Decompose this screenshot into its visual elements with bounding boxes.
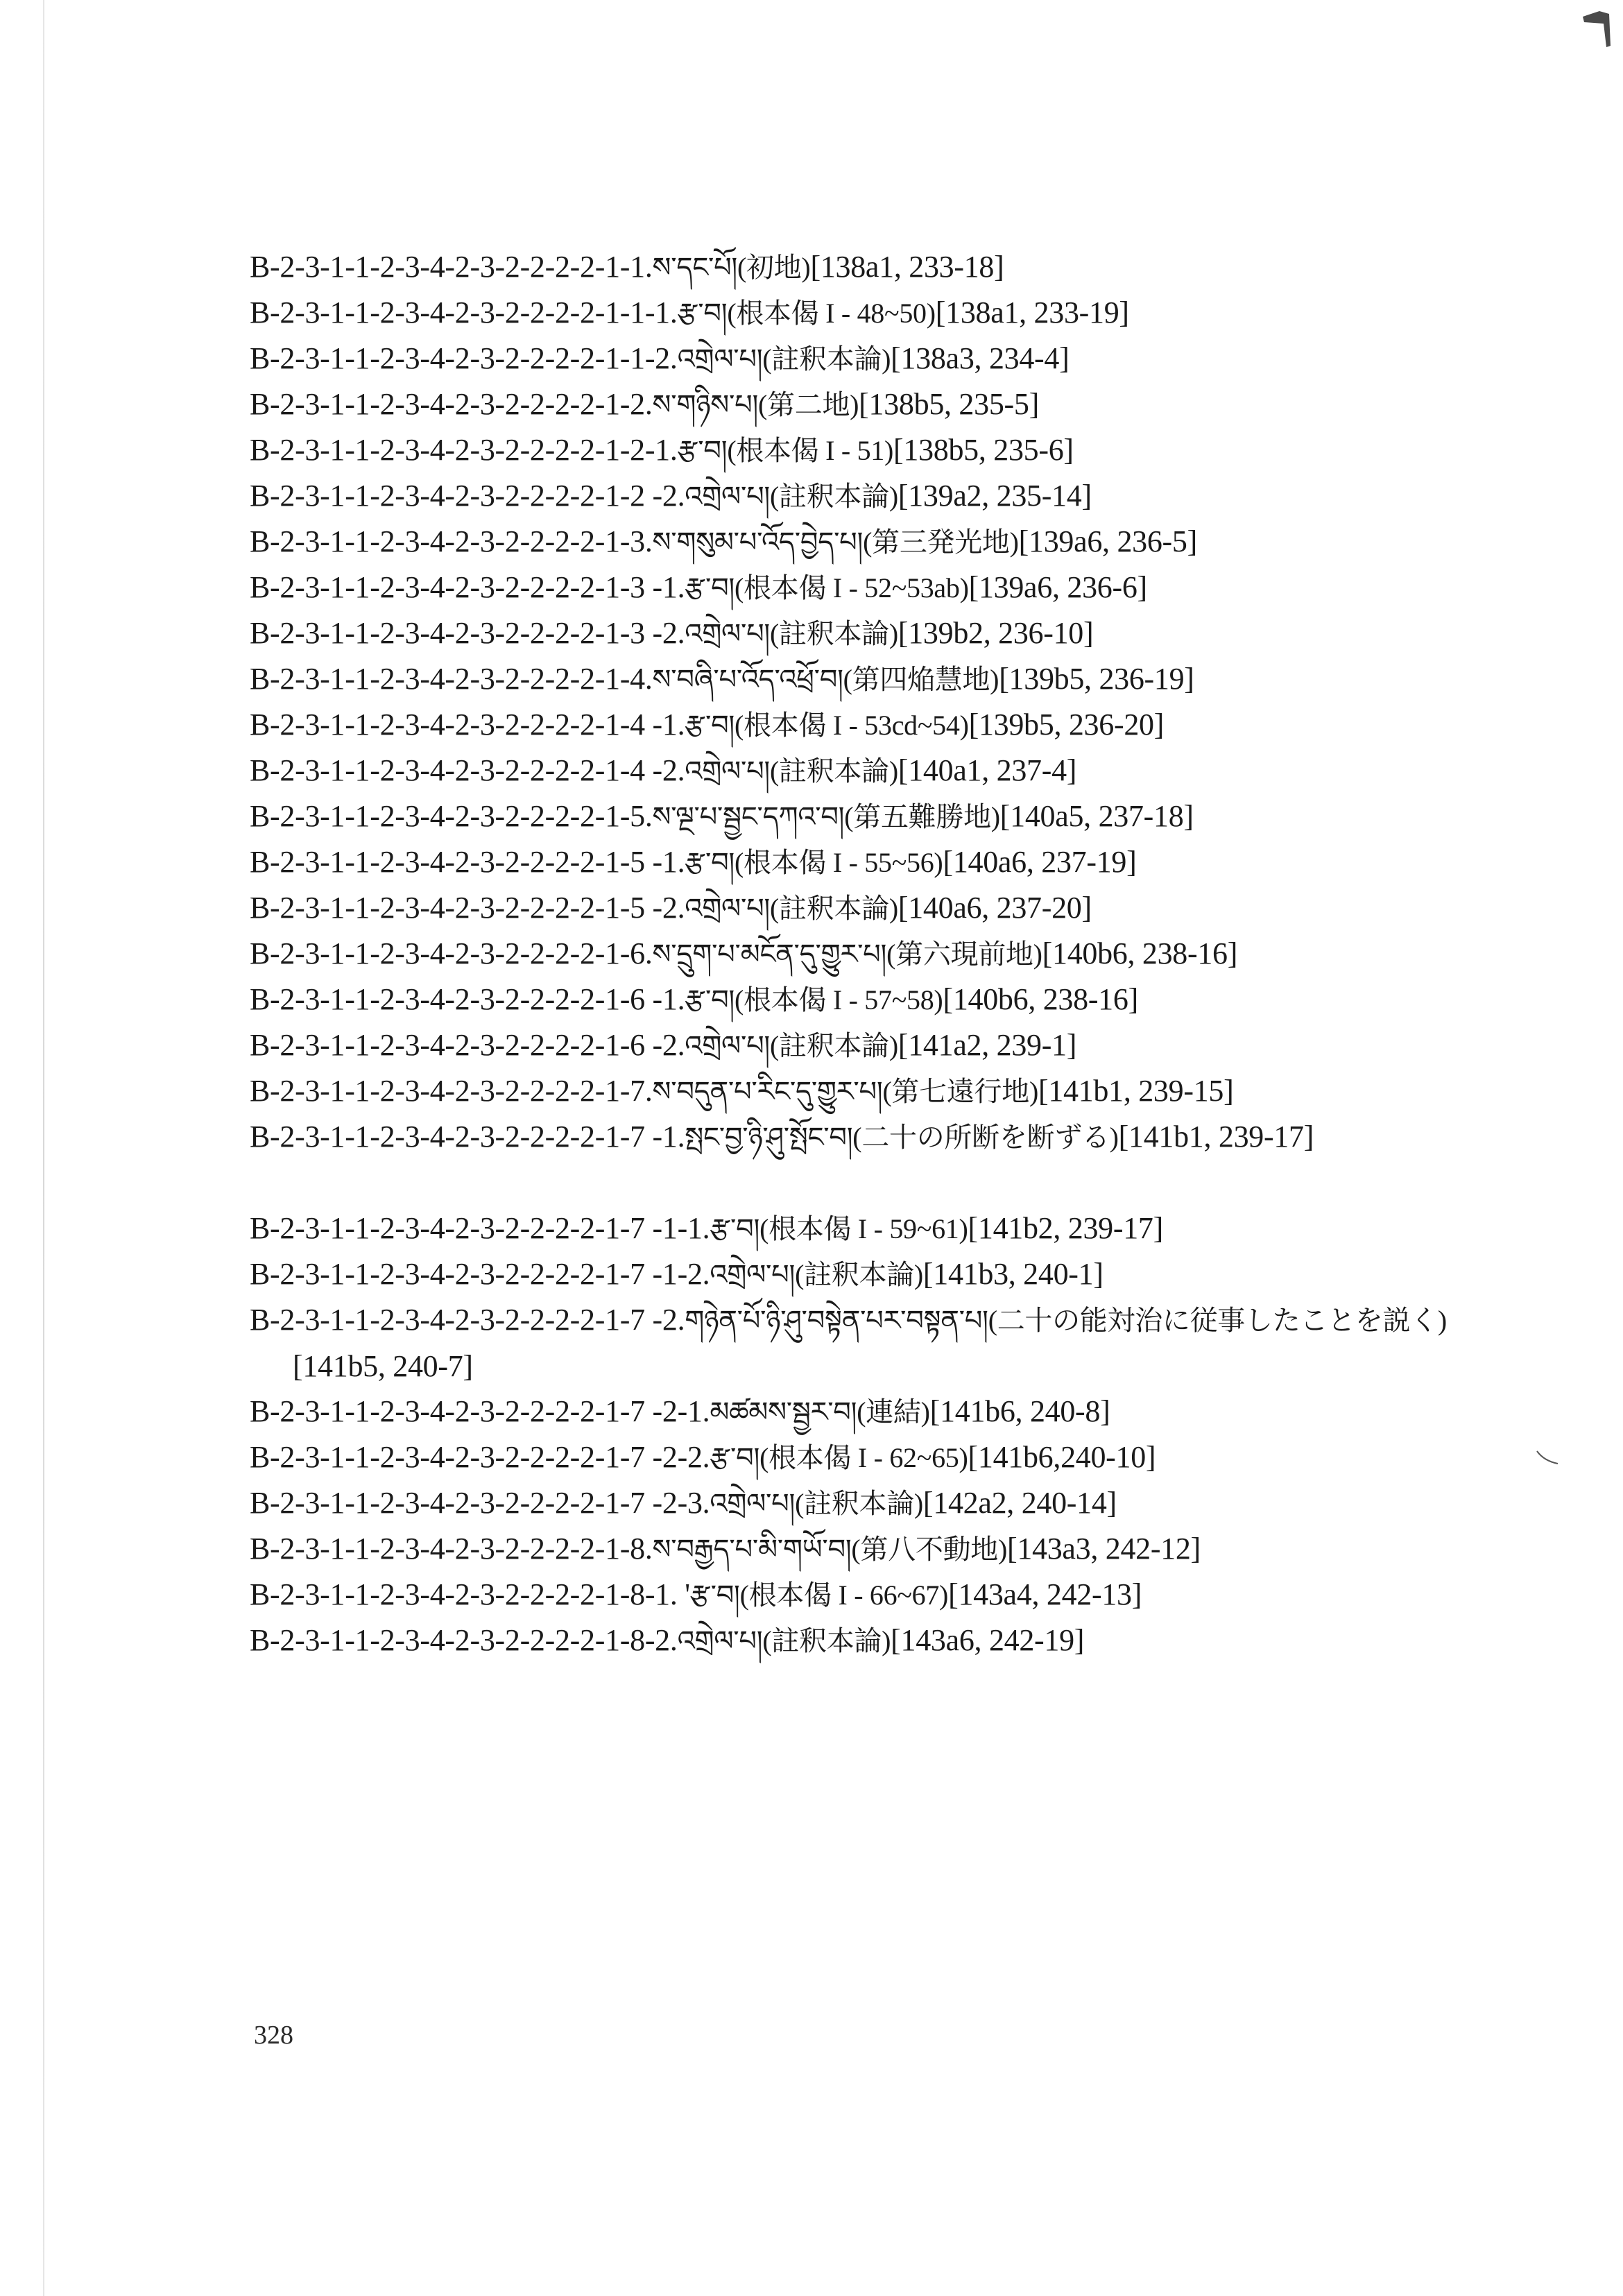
entry-tibetan-title: རྩ་བ། <box>710 1442 760 1474</box>
entry-japanese-gloss: (註釈本論) <box>762 1625 891 1656</box>
entry-japanese-gloss: (根本偈 I - 59~61) <box>759 1213 968 1244</box>
entry-code: B-2-3-1-1-2-3-4-2-3-2-2-2-2-1-8. <box>250 1532 653 1566</box>
entry-code: B-2-3-1-1-2-3-4-2-3-2-2-2-2-1-4 -2. <box>250 753 685 787</box>
entry-japanese-gloss: (根本偈 I - 53cd~54) <box>735 710 969 741</box>
entry-code: B-2-3-1-1-2-3-4-2-3-2-2-2-2-1-3. <box>250 524 653 558</box>
entry-tibetan-title: འགྲེལ་པ། <box>685 755 771 787</box>
entry-folio-reference: [140a5, 237-18] <box>999 799 1194 833</box>
outline-entry <box>250 1022 1470 1068</box>
entry-japanese-gloss: (第五難勝地) <box>844 801 1000 832</box>
entry-code: B-2-3-1-1-2-3-4-2-3-2-2-2-2-1-2 -2. <box>250 479 685 513</box>
entry-code: B-2-3-1-1-2-3-4-2-3-2-2-2-2-1-7 -2-3. <box>250 1486 710 1520</box>
entry-japanese-gloss: (註釈本論) <box>770 618 898 649</box>
entry-folio-reference: [143a4, 242-13] <box>948 1577 1142 1611</box>
entry-code: B-2-3-1-1-2-3-4-2-3-2-2-2-2-1-7 -2. <box>250 1303 685 1337</box>
outline-entry <box>250 1389 1470 1434</box>
entry-japanese-gloss: (第二地) <box>758 389 859 420</box>
entry-folio-reference: [141b1, 239-15] <box>1038 1074 1234 1108</box>
entry-tibetan-title: རྩ་བ། <box>685 572 735 604</box>
entry-tibetan-title: འགྲེལ་པ། <box>677 343 763 375</box>
entry-tibetan-title: རྩ་བ། <box>677 298 728 329</box>
entry-folio-reference: [141b1, 239-17] <box>1118 1120 1314 1154</box>
entry-tibetan-title: ས་ལྔ་པ་སྦྱང་དཀའ་བ། <box>652 801 845 833</box>
entry-folio-reference: [141b6,240-10] <box>968 1440 1156 1474</box>
entry-folio-reference: [143a6, 242-19] <box>891 1623 1085 1657</box>
outline-entry <box>250 1206 1470 1251</box>
entry-folio-reference: [138a3, 234-4] <box>891 341 1070 375</box>
entry-japanese-gloss: (根本偈 I - 66~67) <box>739 1579 949 1611</box>
entry-tibetan-title: རྩ་བ། <box>685 710 735 742</box>
outline-entry <box>250 794 1470 839</box>
outline-entry <box>250 565 1470 610</box>
margin-stroke-mark-icon <box>1536 1450 1559 1466</box>
entry-code: B-2-3-1-1-2-3-4-2-3-2-2-2-2-1-7 -1-1. <box>250 1211 710 1245</box>
entry-japanese-gloss: (註釈本論) <box>795 1259 923 1290</box>
entry-folio-reference: [139a6, 236-5] <box>1018 524 1197 558</box>
entry-code: B-2-3-1-1-2-3-4-2-3-2-2-2-2-1-7. <box>250 1074 653 1108</box>
entry-tibetan-title: ས་བཞི་པ་འོད་འཕྲོ་བ། <box>652 664 843 696</box>
entry-japanese-gloss: (根本偈 I - 52~53ab) <box>735 572 969 603</box>
corner-scan-mark-icon <box>1579 4 1613 53</box>
entry-tibetan-title: རྩ་བ། <box>689 1579 740 1611</box>
entry-folio-reference: [140b6, 238-16] <box>943 982 1138 1016</box>
outline-entry <box>250 1572 1470 1618</box>
entry-code: B-2-3-1-1-2-3-4-2-3-2-2-2-2-1-7 -1. <box>250 1120 685 1154</box>
outline-entry <box>250 1068 1470 1114</box>
entry-tibetan-title: ས་གསུམ་པ་འོད་བྱེད་པ། <box>652 526 864 558</box>
entry-japanese-gloss: (初地) <box>737 252 811 283</box>
entry-folio-reference: [139b5, 236-20] <box>968 708 1165 742</box>
entry-tibetan-title: ས་བདུན་པ་རིང་དུ་གྱུར་པ། <box>652 1076 883 1108</box>
entry-code: B-2-3-1-1-2-3-4-2-3-2-2-2-2-1-7 -2-2. <box>250 1440 710 1474</box>
outline-entry <box>250 1297 1470 1389</box>
entry-folio-reference: [139b2, 236-10] <box>898 616 1094 650</box>
entry-japanese-gloss: (註釈本論) <box>770 755 898 787</box>
entry-japanese-gloss: (連結) <box>857 1396 930 1428</box>
outline-entry <box>250 702 1470 748</box>
entry-japanese-gloss: (註釈本論) <box>770 481 898 512</box>
entry-folio-reference: [139a6, 236-6] <box>968 570 1147 604</box>
entry-code: B-2-3-1-1-2-3-4-2-3-2-2-2-2-1-3 -2. <box>250 616 685 650</box>
outline-entry <box>250 1618 1470 1663</box>
entry-japanese-gloss: (根本偈 I - 55~56) <box>735 847 943 878</box>
outline-entry <box>250 748 1470 794</box>
entry-code: B-2-3-1-1-2-3-4-2-3-2-2-2-2-1-2. <box>250 387 653 421</box>
outline-entry <box>250 1251 1470 1297</box>
outline-entry <box>250 977 1470 1022</box>
page-number: 328 <box>254 2021 293 2050</box>
outline-list <box>250 244 1470 1663</box>
entry-tibetan-title: རྩ་བ། <box>710 1213 760 1245</box>
entry-tibetan-title: འགྲེལ་པ། <box>685 481 771 513</box>
entry-folio-reference: [141b2, 239-17] <box>968 1211 1163 1245</box>
entry-folio-reference: [140b6, 238-16] <box>1042 936 1238 970</box>
entry-code: B-2-3-1-1-2-3-4-2-3-2-2-2-2-1-6 -1. <box>250 982 685 1016</box>
entry-tibetan-title: ས་གཉིས་པ། <box>652 389 759 421</box>
entry-code: B-2-3-1-1-2-3-4-2-3-2-2-2-2-1-1-2. <box>250 341 678 375</box>
entry-japanese-gloss: (註釈本論) <box>762 343 891 375</box>
entry-folio-reference: [141b6, 240-8] <box>929 1394 1110 1428</box>
entry-tibetan-title: འགྲེལ་པ། <box>710 1488 796 1520</box>
entry-japanese-gloss: (二十の能対治に従事したことを説く) <box>988 1305 1447 1336</box>
scan-edge-left <box>43 0 44 2296</box>
entry-folio-reference: [139a2, 235-14] <box>898 479 1092 513</box>
entry-folio-reference: [138a1, 233-18] <box>810 250 1004 284</box>
outline-entry <box>250 336 1470 382</box>
outline-entry <box>250 473 1470 519</box>
entry-tibetan-title: རྩ་བ། <box>677 435 728 467</box>
entry-tibetan-title: ས་དང་པོ། <box>652 252 738 284</box>
outline-entry <box>250 1114 1470 1206</box>
entry-folio-reference: [143a3, 242-12] <box>1006 1532 1201 1566</box>
entry-code: B-2-3-1-1-2-3-4-2-3-2-2-2-2-1-7 -1-2. <box>250 1257 710 1291</box>
entry-folio-reference: [142a2, 240-14] <box>922 1486 1117 1520</box>
entry-folio-reference: [140a1, 237-4] <box>898 753 1077 787</box>
entry-folio-reference: [141b3, 240-1] <box>922 1257 1104 1291</box>
entry-tibetan-title: འགྲེལ་པ། <box>685 1030 771 1062</box>
entry-code: B-2-3-1-1-2-3-4-2-3-2-2-2-2-1-5 -1. <box>250 845 685 879</box>
entry-tibetan-title: རྩ་བ། <box>685 847 735 879</box>
entry-japanese-gloss: (註釈本論) <box>795 1488 923 1519</box>
entry-japanese-gloss: (第三発光地) <box>863 526 1019 558</box>
entry-folio-reference: [138b5, 235-6] <box>893 433 1074 467</box>
entry-tibetan-title: ས་དྲུག་པ་མངོན་དུ་གྱུར་པ། <box>652 939 887 970</box>
entry-folio-reference: [141a2, 239-1] <box>898 1028 1077 1062</box>
entry-tibetan-title: འགྲེལ་པ། <box>685 618 771 650</box>
entry-code: B-2-3-1-1-2-3-4-2-3-2-2-2-2-1-5 -2. <box>250 891 685 925</box>
entry-japanese-gloss: (根本偈 I - 57~58) <box>735 984 943 1016</box>
entry-japanese-gloss: (第八不動地) <box>851 1534 1007 1565</box>
outline-entry <box>250 839 1470 885</box>
outline-entry <box>250 1434 1470 1480</box>
entry-japanese-gloss: (根本偈 I - 48~50) <box>727 298 936 329</box>
entry-code: B-2-3-1-1-2-3-4-2-3-2-2-2-2-1-7 -2-1. <box>250 1394 710 1428</box>
entry-tibetan-title: འགྲེལ་པ། <box>685 893 771 925</box>
entry-code: B-2-3-1-1-2-3-4-2-3-2-2-2-2-1-1-1. <box>250 295 678 329</box>
entry-code: B-2-3-1-1-2-3-4-2-3-2-2-2-2-1-8-2. <box>250 1623 678 1657</box>
outline-entry <box>250 290 1470 336</box>
entry-folio-reference: [138a1, 233-19] <box>935 295 1129 329</box>
outline-entry <box>250 427 1470 473</box>
entry-tibetan-title: གཉེན་པོ་ཉི་ཤུ་བསྟེན་པར་བསྟན་པ། <box>685 1305 988 1337</box>
entry-tibetan-title: འགྲེལ་པ། <box>710 1259 796 1291</box>
outline-entry <box>250 1526 1470 1572</box>
entry-code: B-2-3-1-1-2-3-4-2-3-2-2-2-2-1-5. <box>250 799 653 833</box>
outline-entry <box>250 885 1470 931</box>
entry-code: B-2-3-1-1-2-3-4-2-3-2-2-2-2-1-6. <box>250 936 653 970</box>
entry-japanese-gloss: (註釈本論) <box>770 1030 898 1061</box>
entry-code: B-2-3-1-1-2-3-4-2-3-2-2-2-2-1-2-1. <box>250 433 678 467</box>
entry-folio-reference: [141b5, 240-7] <box>293 1349 473 1383</box>
outline-entry <box>250 519 1470 565</box>
entry-japanese-gloss: (註釈本論) <box>770 893 898 924</box>
entry-japanese-gloss: (二十の所断を断ずる) <box>852 1122 1119 1153</box>
entry-tibetan-title: འགྲེལ་པ། <box>677 1625 763 1657</box>
entry-tibetan-title: ས་བརྒྱད་པ་མི་གཡོ་བ། <box>652 1534 852 1566</box>
entry-tibetan-title: སྤང་བྱ་ཉི་ཤུ་སྤོང་བ། <box>685 1122 853 1154</box>
outline-entry <box>250 244 1470 290</box>
entry-code: B-2-3-1-1-2-3-4-2-3-2-2-2-2-1-4 -1. <box>250 708 685 742</box>
entry-code: B-2-3-1-1-2-3-4-2-3-2-2-2-2-1-6 -2. <box>250 1028 685 1062</box>
entry-japanese-gloss: (根本偈 I - 62~65) <box>759 1442 968 1473</box>
entry-japanese-gloss: (第七遠行地) <box>882 1076 1038 1107</box>
entry-tibetan-title: མཚམས་སྦྱར་བ། <box>710 1396 857 1428</box>
entry-folio-reference: [139b5, 236-19] <box>999 662 1194 696</box>
outline-entry <box>250 656 1470 702</box>
entry-tibetan-title: རྩ་བ། <box>685 984 735 1016</box>
entry-code: B-2-3-1-1-2-3-4-2-3-2-2-2-2-1-8-1. ' <box>250 1577 690 1611</box>
entry-code: B-2-3-1-1-2-3-4-2-3-2-2-2-2-1-1. <box>250 250 653 284</box>
entry-japanese-gloss: (第四焔慧地) <box>843 664 999 695</box>
entry-folio-reference: [140a6, 237-20] <box>898 891 1092 925</box>
outline-entry <box>250 382 1470 427</box>
entry-folio-reference: [138b5, 235-5] <box>859 387 1039 421</box>
entry-folio-reference: [140a6, 237-19] <box>943 845 1137 879</box>
outline-entry <box>250 931 1470 977</box>
outline-entry <box>250 1480 1470 1526</box>
entry-code: B-2-3-1-1-2-3-4-2-3-2-2-2-2-1-3 -1. <box>250 570 685 604</box>
outline-entry <box>250 610 1470 656</box>
entry-japanese-gloss: (根本偈 I - 51) <box>727 435 894 466</box>
entry-japanese-gloss: (第六現前地) <box>886 939 1042 970</box>
entry-code: B-2-3-1-1-2-3-4-2-3-2-2-2-2-1-4. <box>250 662 653 696</box>
